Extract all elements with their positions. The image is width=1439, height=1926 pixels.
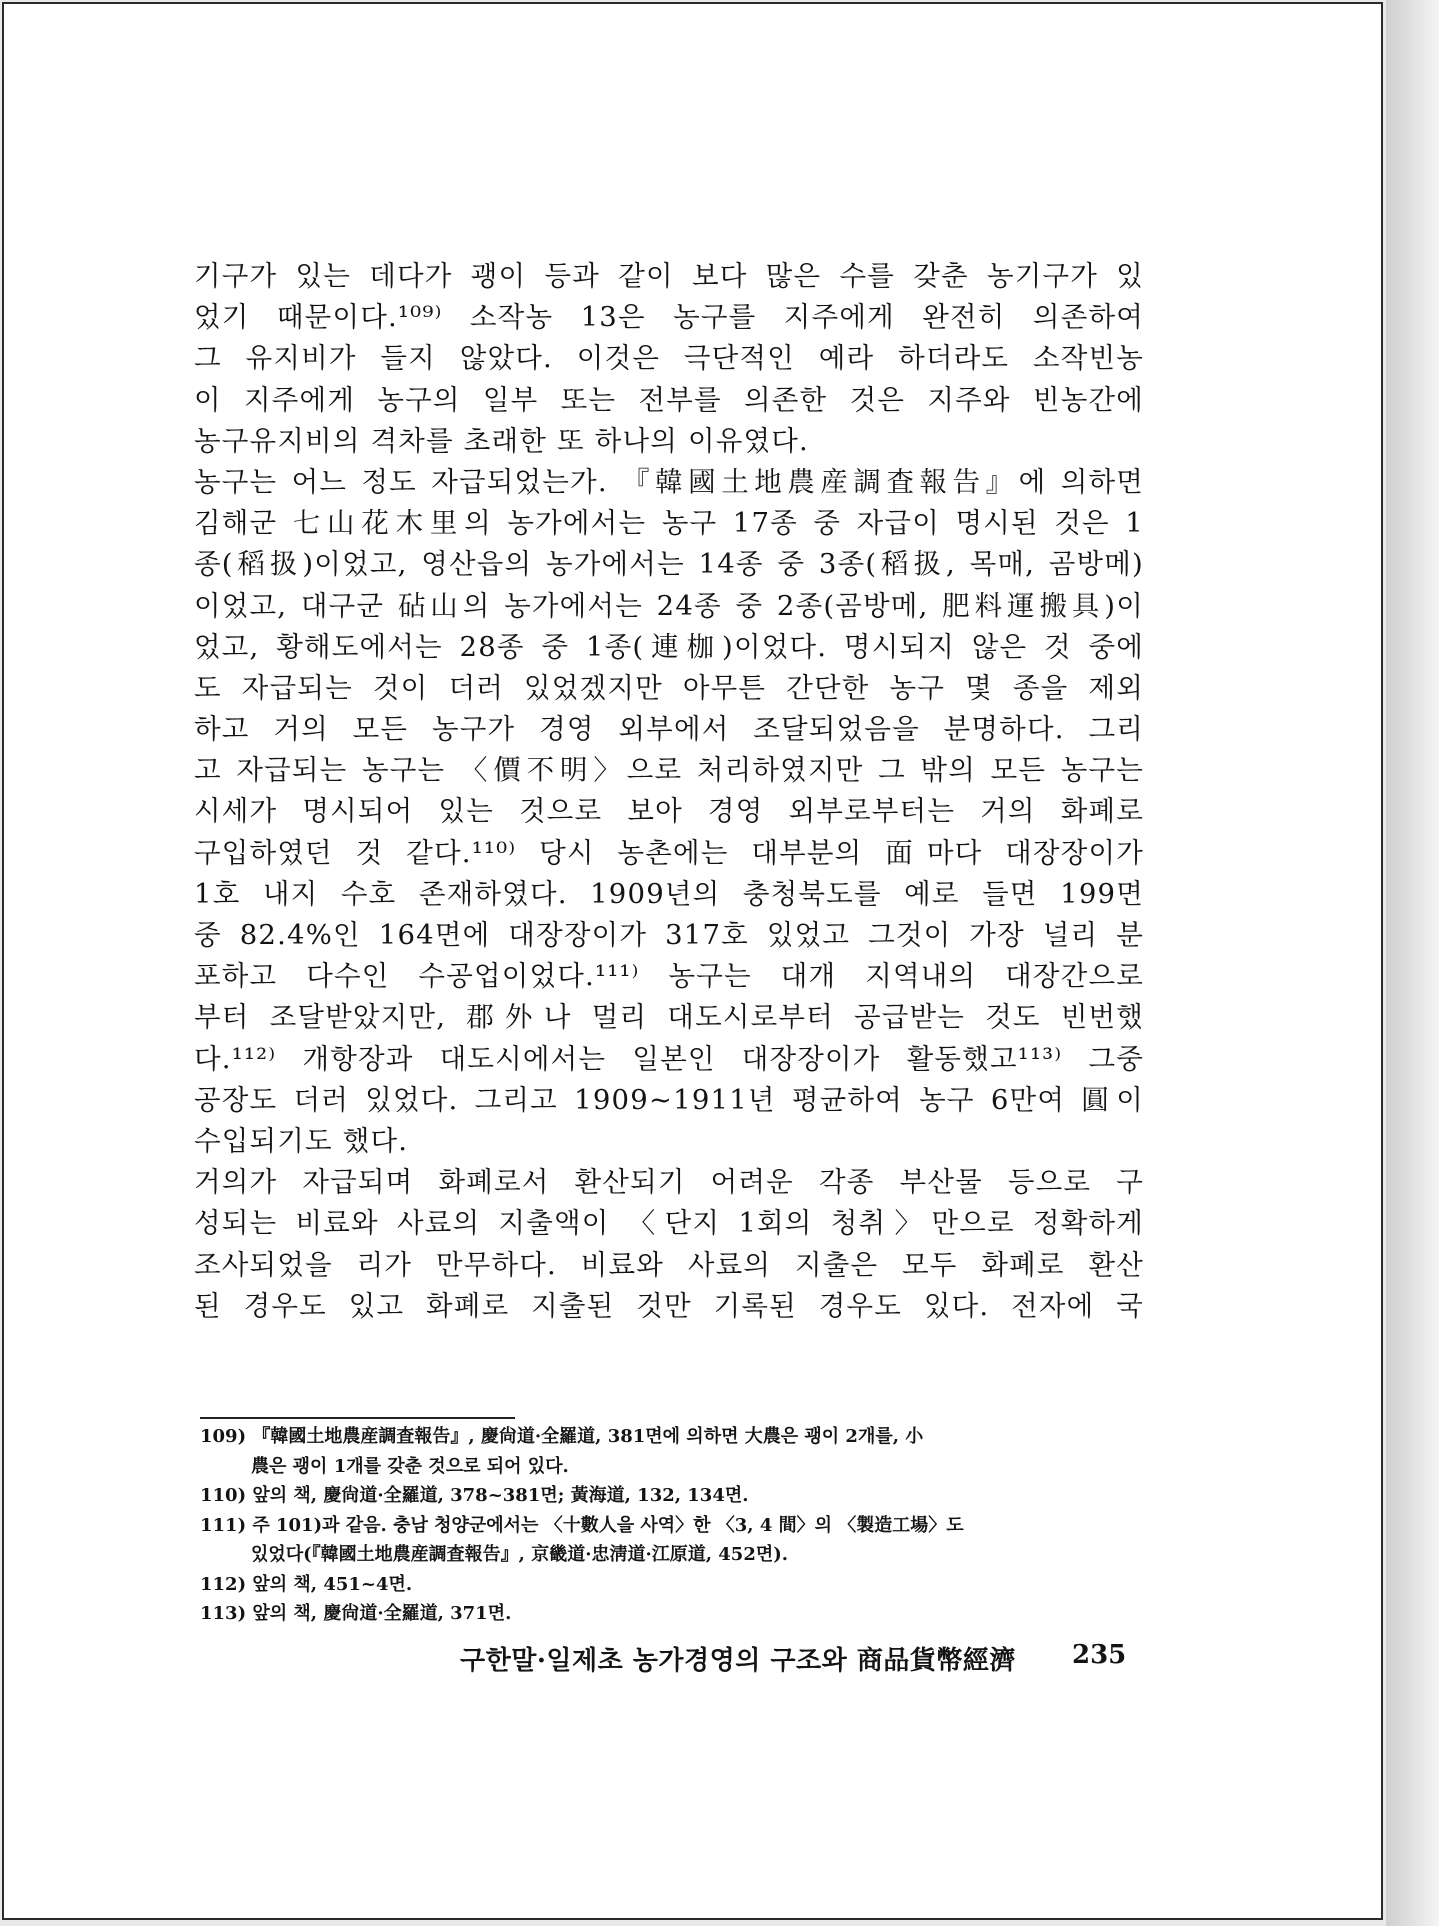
running-footer: 구한말·일제초 농가경영의 구조와 商品貨幣經濟 bbox=[460, 1646, 1016, 1676]
body-line: 중 82.4%인 164면에 대장장이가 317호 있었고 그것이 가장 널리 분 bbox=[194, 919, 1144, 951]
body-line: 고 자급되는 농구는 〈價不明〉으로 처리하였지만 그 밖의 모든 농구는 bbox=[194, 754, 1144, 787]
footnotes bbox=[200, 1422, 1146, 1629]
body-line: 농구유지비의 격차를 초래한 또 하나의 이유였다. bbox=[194, 424, 809, 457]
page-number: 235 bbox=[1072, 1640, 1127, 1670]
body-line: 거의가 자급되며 화폐로서 환산되기 어려운 각종 부산물 등으로 구 bbox=[194, 1166, 1144, 1199]
body-line: 다.¹¹²⁾ 개항장과 대도시에서는 일본인 대장장이가 활동했고¹¹³⁾ 그중 bbox=[194, 1042, 1144, 1075]
body-line: 그 유지비가 들지 않았다. 이것은 극단적인 예라 하더라도 소작빈농 bbox=[194, 342, 1144, 375]
body-line: 공장도 더러 있었다. 그리고 1909~1911년 평균하여 농구 6만여 圓이 bbox=[194, 1083, 1144, 1116]
body-line: 종(稻扱)이었고, 영산읍의 농가에서는 14종 중 3종(稻扱, 목매, 곰방메) bbox=[194, 548, 1144, 581]
footnote-line: 111) 주 101)과 같음. 충남 청양군에서는 〈十數人을 사역〉한 〈3, 4 間〉의 〈製造工場〉도 bbox=[200, 1514, 964, 1536]
body-line: 었고, 황해도에서는 28종 중 1종(連枷)이었다. 명시되지 않은 것 중에 bbox=[194, 630, 1144, 663]
body-line: 된 경우도 있고 화폐로 지출된 것만 기록된 경우도 있다. 전자에 국 bbox=[194, 1289, 1144, 1322]
body-text bbox=[194, 256, 1144, 1327]
body-line: 부터 조달받았지만, 郡外나 멀리 대도시로부터 공급받는 것도 빈번했 bbox=[194, 1001, 1144, 1034]
page bbox=[2, 2, 1383, 1920]
footnote-line: 110) 앞의 책, 慶尙道·全羅道, 378~381면; 黃海道, 132, 134면. bbox=[200, 1485, 749, 1506]
body-line: 포하고 다수인 수공업이었다.¹¹¹⁾ 농구는 대개 지역내의 대장간으로 bbox=[194, 960, 1144, 993]
body-line: 기구가 있는 데다가 괭이 등과 같이 보다 많은 수를 갖춘 농기구가 있 bbox=[194, 260, 1144, 292]
footnote-line: 109) 『韓國土地農産調査報告』, 慶尙道·全羅道, 381면에 의하면 大農은 괭이 2개를, 小 bbox=[200, 1426, 924, 1447]
body-line: 농구는 어느 정도 자급되었는가. 『韓國土地農産調査報告』에 의하면 bbox=[194, 465, 1144, 498]
body-line: 수입되기도 했다. bbox=[194, 1124, 409, 1157]
body-line: 구입하였던 것 같다.¹¹⁰⁾ 당시 농촌에는 대부분의 面마다 대장장이가 bbox=[194, 836, 1144, 869]
footnote-line: 113) 앞의 책, 慶尙道·全羅道, 371면. bbox=[200, 1603, 512, 1624]
body-line: 도 자급되는 것이 더러 있었겠지만 아무튼 간단한 농구 몇 종을 제외 bbox=[194, 671, 1144, 704]
footnote-line: 112) 앞의 책, 451~4면. bbox=[200, 1573, 413, 1595]
footnote-line: 있었다(『韓國土地農産調査報告』, 京畿道·忠淸道·江原道, 452면). bbox=[251, 1544, 789, 1565]
viewer-background-edge bbox=[1386, 0, 1439, 1926]
body-line: 김해군 七山花木里의 농가에서는 농구 17종 중 자급이 명시된 것은 1 bbox=[194, 507, 1144, 540]
body-line: 1호 내지 수호 존재하였다. 1909년의 충청북도를 예로 들면 199면 bbox=[194, 877, 1144, 910]
body-line: 성되는 비료와 사료의 지출액이 〈단지 1회의 청취〉만으로 정확하게 bbox=[194, 1207, 1144, 1240]
footnote-line: 農은 괭이 1개를 갖춘 것으로 되어 있다. bbox=[251, 1455, 569, 1477]
body-line: 시세가 명시되어 있는 것으로 보아 경영 외부로부터는 거의 화폐로 bbox=[194, 795, 1144, 828]
footnote-divider bbox=[200, 1417, 515, 1419]
body-line: 이 지주에게 농구의 일부 또는 전부를 의존한 것은 지주와 빈농간에 bbox=[194, 383, 1144, 416]
body-line: 었기 때문이다.¹⁰⁹⁾ 소작농 13은 농구를 지주에게 완전히 의존하여 bbox=[194, 301, 1144, 334]
body-line: 이었고, 대구군 砧山의 농가에서는 24종 중 2종(곰방메, 肥料運搬具)이 bbox=[194, 589, 1144, 622]
body-line: 조사되었을 리가 만무하다. 비료와 사료의 지출은 모두 화폐로 환산 bbox=[194, 1248, 1144, 1281]
body-line: 하고 거의 모든 농구가 경영 외부에서 조달되었음을 분명하다. 그리 bbox=[194, 713, 1144, 746]
